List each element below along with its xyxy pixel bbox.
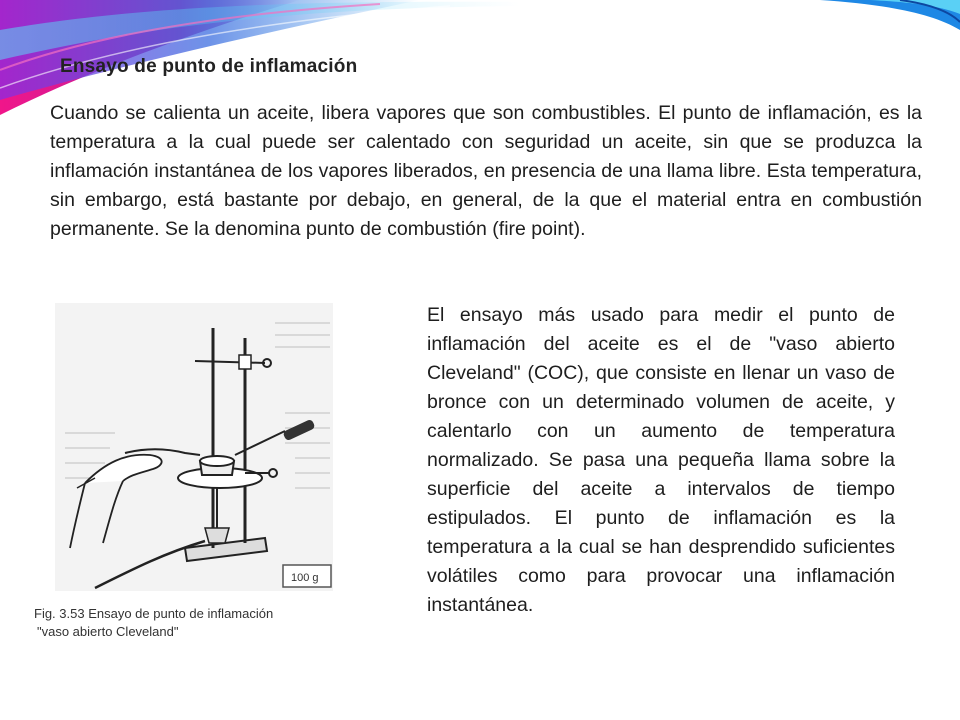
cleveland-apparatus-icon: [55, 303, 333, 591]
figure-caption-line2: "vaso abierto Cleveland": [37, 624, 179, 639]
figure-caption: [34, 605, 354, 641]
figure-stamp-text: 100 g: [291, 572, 319, 584]
slide-title: Ensayo de punto de inflamación: [60, 56, 358, 77]
cleveland-test-paragraph: El ensayo más usado para medir el punto de inflamación del aceite es el de "vaso abierto Cleveland" (COC), que consiste en llenar un vaso de bronce con un determinado volumen de aceite, y calentarlo con un aumento de temperatura normalizado. Se pasa una pequeña llama sobre la superficie del aceite a intervalos de tiempo estipulados. El punto de inflamación es la temperatura a la cual se han desprendido suficientes volátiles como para provocar una inflamación instantánea.: [427, 304, 895, 616]
figure-caption-line1: Fig. 3.53 Ensayo de punto de inflamación: [34, 606, 274, 621]
cleveland-apparatus-figure: [55, 303, 333, 591]
decorative-swoosh-right: [760, 0, 960, 60]
intro-paragraph: Cuando se calienta un aceite, libera vapores que son combustibles. El punto de inflamación, es la temperatura a la cual puede ser calentado con seguridad un aceite, sin que se produzca la inflamación instantánea de los vapores liberados, en presencia de una llama libre. Esta temperatura, sin embargo, está bastante por debajo, en general, de la que el material entra en combustión permanente. Se la denomina punto de combustión (fire point).: [50, 102, 922, 240]
